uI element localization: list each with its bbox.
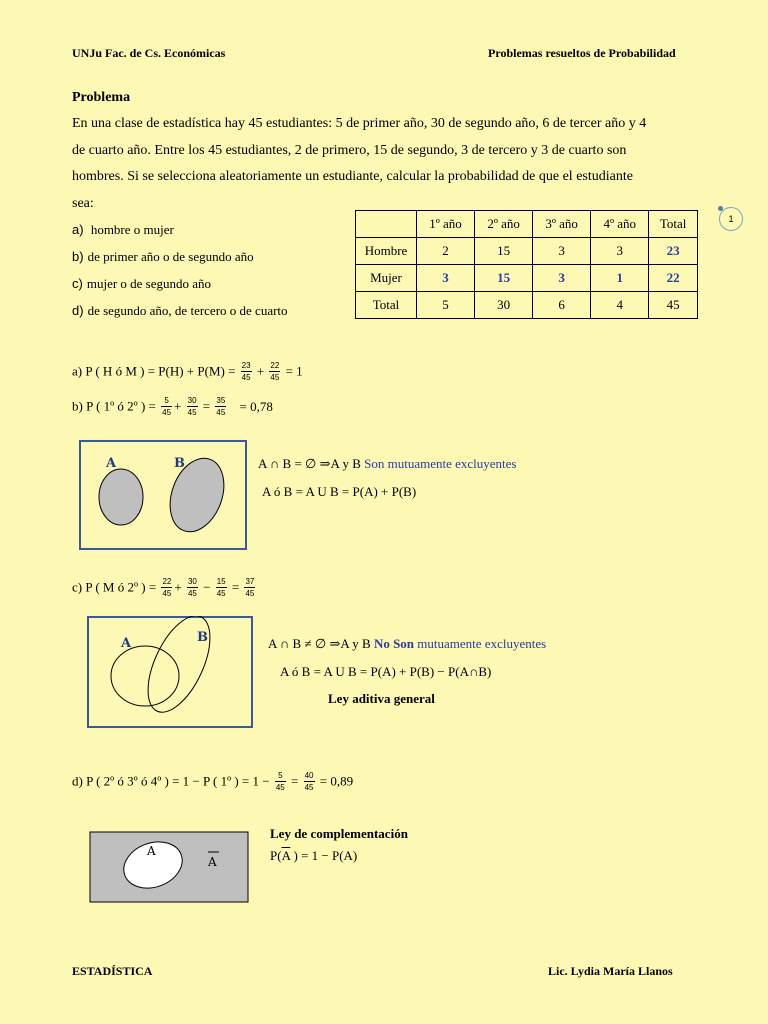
venn1-line1 bbox=[258, 456, 516, 472]
denominator: 45 bbox=[275, 783, 285, 792]
numerator: 30 bbox=[187, 577, 197, 586]
set-b-label: B bbox=[197, 630, 208, 645]
operator: − bbox=[203, 579, 211, 595]
table-cell: Total bbox=[356, 292, 417, 319]
set-a-shape bbox=[99, 469, 143, 525]
page-marker: 1 bbox=[719, 207, 743, 231]
result: = 1 bbox=[285, 363, 303, 379]
numerator: 30 bbox=[187, 396, 197, 405]
header-right: Problemas resueltos de Probabilidad bbox=[488, 46, 676, 60]
operator: + bbox=[174, 398, 182, 414]
option-text: de primer año o de segundo año bbox=[87, 249, 254, 264]
venn2-highlight: mutuamente excluyentes bbox=[414, 636, 547, 651]
equation-b bbox=[72, 395, 273, 418]
table-row bbox=[356, 292, 698, 319]
venn1-highlight: Son mutuamente excluyentes bbox=[364, 456, 517, 471]
table-cell: 4 bbox=[591, 292, 649, 319]
set-a-label: A bbox=[147, 844, 156, 858]
denominator: 45 bbox=[187, 589, 197, 598]
option-a bbox=[72, 222, 174, 238]
denominator: 45 bbox=[304, 783, 314, 792]
table-header-cell: 2º año bbox=[475, 211, 533, 238]
table-cell: Hombre bbox=[356, 238, 417, 265]
equation-c bbox=[72, 576, 257, 599]
problem-line: hombres. Si se selecciona aleatoriamente un estudiante, calcular la probabilidad de que el estudiante bbox=[72, 169, 633, 184]
denominator: 45 bbox=[245, 589, 255, 598]
numerator: 5 bbox=[161, 395, 172, 407]
option-text: de segundo año, de tercero o de cuarto bbox=[87, 303, 288, 318]
venn-diagram-overlapping bbox=[87, 616, 253, 728]
set-a-label: A bbox=[121, 636, 132, 651]
table-cell: 3 bbox=[417, 265, 475, 292]
operator: + bbox=[174, 579, 182, 595]
fraction bbox=[304, 770, 315, 793]
table-cell: 22 bbox=[649, 265, 698, 292]
venn2-text: A ∩ B ≠ ∅ ⇒A y B bbox=[268, 636, 374, 651]
table-cell: 5 bbox=[417, 292, 475, 319]
table-row bbox=[356, 265, 698, 292]
venn2-highlight: No Son bbox=[373, 636, 415, 651]
fraction bbox=[215, 395, 226, 418]
equation-lhs: d) P ( 2º ó 3º ó 4º ) = 1 − P ( 1º ) = 1 − bbox=[72, 773, 270, 789]
option-text: hombre o mujer bbox=[90, 222, 174, 237]
venn2-rule-name: Ley aditiva general bbox=[328, 691, 435, 706]
fraction bbox=[216, 576, 227, 599]
complement-rule-title: Ley de complementación bbox=[270, 826, 408, 841]
denominator: 45 bbox=[216, 408, 226, 417]
table-row bbox=[356, 238, 698, 265]
numerator: 22 bbox=[162, 577, 172, 586]
option-b bbox=[72, 249, 254, 265]
operator: = bbox=[291, 773, 299, 789]
denominator: 45 bbox=[162, 589, 172, 598]
venn-diagram-exclusive bbox=[79, 440, 247, 550]
option-text: mujer o de segundo año bbox=[86, 276, 212, 291]
table-cell: 3 bbox=[533, 238, 591, 265]
table-header-cell: 1º año bbox=[417, 211, 475, 238]
venn1-line2: A ó B = A U B = P(A) + P(B) bbox=[262, 484, 417, 499]
complement-label: A bbox=[208, 855, 217, 869]
numerator: 37 bbox=[245, 577, 255, 586]
table-header-cell: Total bbox=[649, 211, 698, 238]
result: = 0,89 bbox=[319, 773, 354, 789]
numerator: 15 bbox=[216, 577, 226, 586]
table-cell: 2 bbox=[417, 238, 475, 265]
operator: + bbox=[256, 363, 265, 379]
formula-text: P( bbox=[270, 848, 282, 863]
problem-title: Problema bbox=[72, 90, 131, 105]
footer-left: ESTADÍSTICA bbox=[72, 964, 153, 978]
footer-right: Lic. Lydia María Llanos bbox=[548, 964, 673, 978]
equation-lhs: a) P ( H ó M ) = P(H) + P(M) = bbox=[72, 363, 236, 379]
set-a-label: A bbox=[106, 456, 117, 471]
table-header-row bbox=[356, 211, 698, 238]
denominator: 45 bbox=[270, 373, 280, 382]
option-letter: b) bbox=[72, 249, 84, 264]
table-header-cell: 4º año bbox=[591, 211, 649, 238]
numerator: 35 bbox=[216, 396, 226, 405]
fraction bbox=[275, 770, 286, 793]
table-cell: 23 bbox=[649, 238, 698, 265]
fraction bbox=[187, 395, 198, 418]
complement-formula bbox=[270, 848, 357, 864]
page-marker-dot-icon bbox=[718, 206, 723, 211]
table-cell: 15 bbox=[475, 265, 533, 292]
frequency-table bbox=[355, 210, 698, 319]
equation-lhs: b) P ( 1º ó 2º ) = bbox=[72, 398, 156, 414]
result: = 0,78 bbox=[239, 398, 273, 414]
operator: = bbox=[231, 579, 240, 595]
complement-symbol: $\overline{A}$ bbox=[281, 848, 291, 863]
option-d bbox=[72, 303, 288, 319]
fraction bbox=[187, 576, 198, 599]
table-cell: 3 bbox=[591, 238, 649, 265]
table-cell: 1 bbox=[591, 265, 649, 292]
denominator: 45 bbox=[216, 589, 226, 598]
venn1-text: A ∩ B = ∅ ⇒A y B bbox=[258, 456, 365, 471]
option-letter: a) bbox=[72, 222, 84, 237]
header-left: UNJu Fac. de Cs. Económicas bbox=[72, 46, 226, 60]
table-cell: Mujer bbox=[356, 265, 417, 292]
formula-text: ) = 1 − P(A) bbox=[290, 848, 358, 863]
fraction bbox=[244, 576, 255, 599]
problem-statement bbox=[72, 111, 700, 217]
set-b-label: B bbox=[174, 456, 185, 471]
option-letter: c) bbox=[72, 276, 83, 291]
numerator: 40 bbox=[304, 771, 314, 780]
operator: = bbox=[202, 398, 211, 414]
numerator: 23 bbox=[241, 361, 251, 370]
table-cell: 30 bbox=[475, 292, 533, 319]
numerator: 22 bbox=[270, 361, 280, 370]
problem-line: sea: bbox=[72, 195, 94, 211]
table-cell bbox=[356, 211, 417, 238]
option-letter: d) bbox=[72, 303, 84, 318]
fraction bbox=[161, 395, 172, 418]
fraction bbox=[161, 576, 172, 599]
table-cell: 45 bbox=[649, 292, 698, 319]
table-cell: 3 bbox=[533, 265, 591, 292]
table-cell: 6 bbox=[533, 292, 591, 319]
problem-line: En una clase de estadística hay 45 estudiantes: 5 de primer año, 30 de segundo año, 6 de tercer año y 4 bbox=[72, 116, 647, 131]
option-c bbox=[72, 276, 211, 292]
fraction bbox=[241, 360, 252, 383]
numerator: 5 bbox=[275, 770, 286, 782]
equation-lhs: c) P ( M ó 2º ) = bbox=[72, 579, 157, 595]
equation-d bbox=[72, 770, 353, 793]
venn2-line1 bbox=[268, 636, 546, 652]
fraction bbox=[269, 360, 280, 383]
venn2-line2: A ó B = A U B = P(A) + P(B) − P(A∩B) bbox=[280, 664, 492, 679]
equation-a bbox=[72, 360, 303, 383]
denominator: 45 bbox=[187, 408, 197, 417]
denominator: 45 bbox=[162, 408, 172, 417]
denominator: 45 bbox=[241, 373, 251, 382]
problem-line: de cuarto año. Entre los 45 estudiantes, 2 de primero, 15 de segundo, 3 de tercero y 3 de cuarto son bbox=[72, 142, 627, 158]
table-cell: 15 bbox=[475, 238, 533, 265]
venn-diagram-complement bbox=[89, 831, 249, 903]
table-header-cell: 3º año bbox=[533, 211, 591, 238]
